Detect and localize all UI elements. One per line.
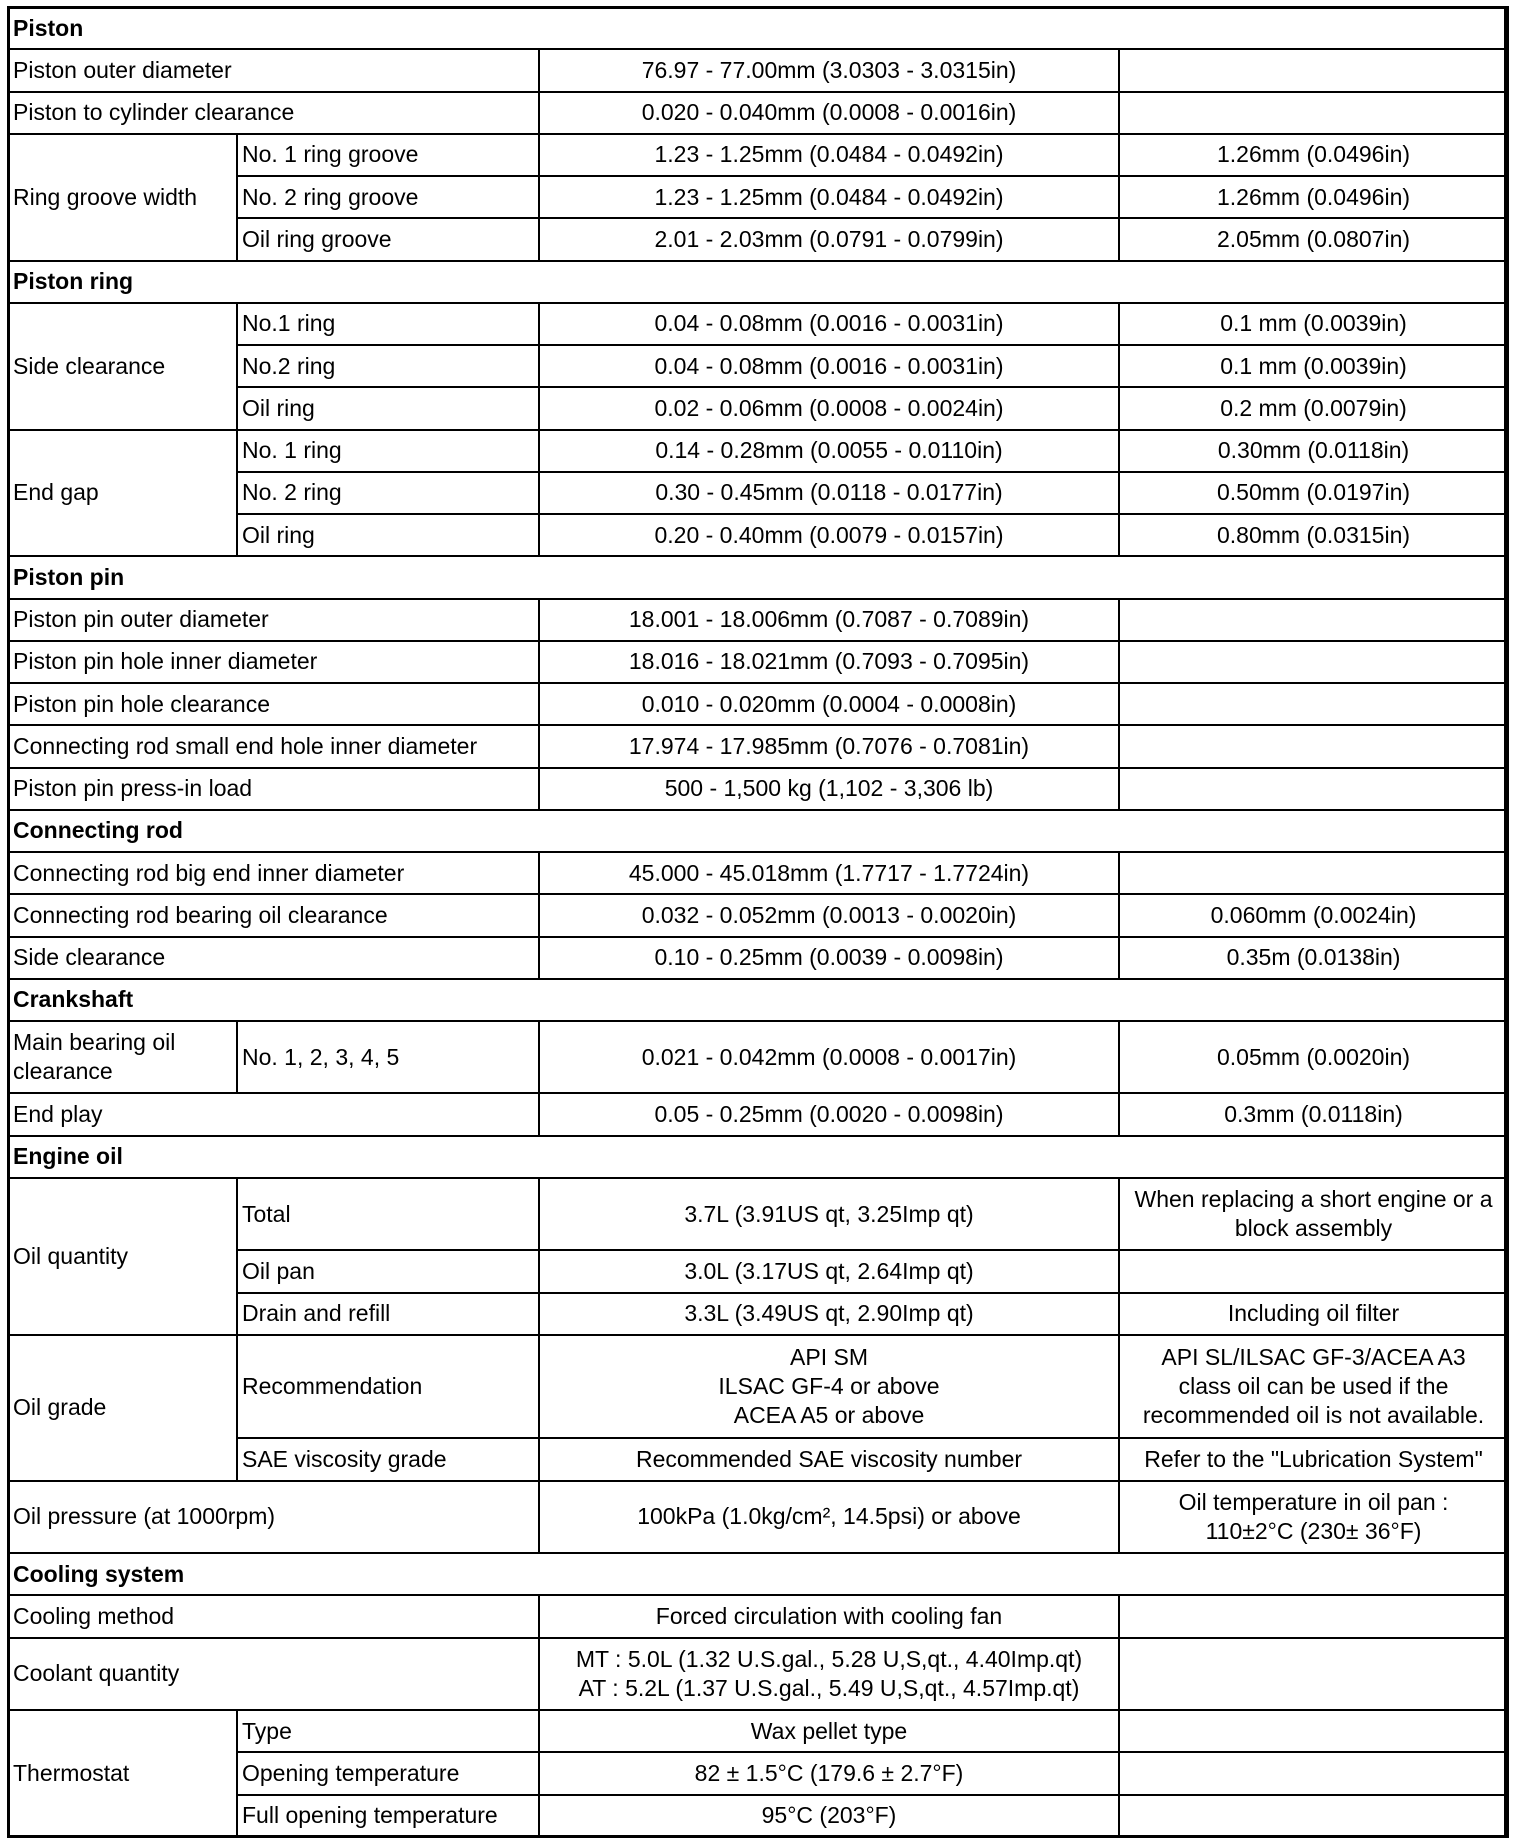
table-row	[8, 49, 1508, 91]
section-title: Piston ring	[8, 261, 1508, 303]
section-header-piston-ring	[8, 261, 1508, 303]
spec-limit	[1119, 1595, 1508, 1637]
table-row	[8, 92, 1508, 134]
table-row	[8, 430, 1508, 472]
spec-limit	[1119, 1335, 1508, 1439]
spec-label: Piston outer diameter	[8, 49, 539, 91]
spec-limit: 1.26mm (0.0496in)	[1119, 176, 1508, 218]
spec-limit: 0.1 mm (0.0039in)	[1119, 345, 1508, 387]
table-row	[8, 1638, 1508, 1710]
spec-limit	[1119, 725, 1508, 767]
spec-sublabel: Total	[237, 1178, 539, 1250]
spec-value: 3.0L (3.17US qt, 2.64Imp qt)	[539, 1250, 1119, 1292]
section-header-crankshaft	[8, 979, 1508, 1021]
spec-limit: 0.2 mm (0.0079in)	[1119, 387, 1508, 429]
spec-sublabel: No. 2 ring	[237, 472, 539, 514]
spec-group-label: Ring groove width	[8, 134, 237, 261]
table-row	[8, 1710, 1508, 1752]
spec-sublabel: Recommendation	[237, 1335, 539, 1439]
spec-value: 95°C (203°F)	[539, 1795, 1119, 1837]
spec-value	[539, 1335, 1119, 1439]
section-header-connecting-rod	[8, 810, 1508, 852]
spec-value: 0.30 - 0.45mm (0.0118 - 0.0177in)	[539, 472, 1119, 514]
spec-limit	[1119, 852, 1508, 894]
spec-value: 0.05 - 0.25mm (0.0020 - 0.0098in)	[539, 1093, 1119, 1135]
spec-value: 76.97 - 77.00mm (3.0303 - 3.0315in)	[539, 49, 1119, 91]
spec-group-label: Oil quantity	[8, 1178, 237, 1335]
table-row	[8, 1595, 1508, 1637]
spec-value: 0.04 - 0.08mm (0.0016 - 0.0031in)	[539, 303, 1119, 345]
spec-limit	[1119, 92, 1508, 134]
spec-limit: 0.1 mm (0.0039in)	[1119, 303, 1508, 345]
spec-limit: 2.05mm (0.0807in)	[1119, 218, 1508, 260]
spec-label: Side clearance	[8, 937, 539, 979]
spec-limit	[1119, 641, 1508, 683]
spec-value: 17.974 - 17.985mm (0.7076 - 0.7081in)	[539, 725, 1119, 767]
table-row	[8, 303, 1508, 345]
table-row	[8, 683, 1508, 725]
section-header-piston	[8, 7, 1508, 49]
spec-value-line: MT : 5.0L (1.32 U.S.gal., 5.28 U,S,qt., 4.40Imp.qt)	[575, 1645, 1083, 1672]
section-header-cooling-system	[8, 1553, 1508, 1595]
spec-sublabel: No. 1 ring	[237, 430, 539, 472]
spec-value: 18.016 - 18.021mm (0.7093 - 0.7095in)	[539, 641, 1119, 683]
spec-value: 82 ± 1.5°C (179.6 ± 2.7°F)	[539, 1752, 1119, 1794]
spec-group-label: Side clearance	[8, 303, 237, 430]
spec-value-line: AT : 5.2L (1.37 U.S.gal., 5.49 U,S,qt., 4.57Imp.qt)	[578, 1674, 1080, 1701]
spec-limit	[1119, 1638, 1508, 1710]
table-row	[8, 1093, 1508, 1135]
spec-value: 0.010 - 0.020mm (0.0004 - 0.0008in)	[539, 683, 1119, 725]
spec-label: Coolant quantity	[8, 1638, 539, 1710]
spec-limit	[1119, 599, 1508, 641]
spec-limit: 0.30mm (0.0118in)	[1119, 430, 1508, 472]
spec-label: Piston pin hole inner diameter	[8, 641, 539, 683]
spec-limit	[1119, 49, 1508, 91]
spec-label: Connecting rod bearing oil clearance	[8, 894, 539, 936]
spec-value: 3.3L (3.49US qt, 2.90Imp qt)	[539, 1293, 1119, 1335]
spec-limit: Refer to the "Lubrication System"	[1119, 1438, 1508, 1480]
spec-value: 100kPa (1.0kg/cm², 14.5psi) or above	[539, 1481, 1119, 1553]
spec-value-line: API SM	[790, 1344, 868, 1371]
table-row	[8, 1335, 1508, 1439]
table-row	[8, 599, 1508, 641]
engine-spec-table	[7, 6, 1509, 1838]
table-row	[8, 1021, 1508, 1093]
spec-sublabel: Type	[237, 1710, 539, 1752]
spec-limit	[1119, 768, 1508, 810]
spec-group-label: Thermostat	[8, 1710, 237, 1837]
spec-limit	[1119, 1250, 1508, 1292]
spec-limit: 0.50mm (0.0197in)	[1119, 472, 1508, 514]
spec-sublabel: SAE viscosity grade	[237, 1438, 539, 1480]
spec-limit-line: Oil temperature in oil pan :	[1178, 1488, 1449, 1515]
spec-value: 0.20 - 0.40mm (0.0079 - 0.0157in)	[539, 514, 1119, 556]
spec-value: 0.020 - 0.040mm (0.0008 - 0.0016in)	[539, 92, 1119, 134]
spec-value: Wax pellet type	[539, 1710, 1119, 1752]
spec-limit: 0.35m (0.0138in)	[1119, 937, 1508, 979]
spec-label: Connecting rod small end hole inner diameter	[8, 725, 539, 767]
spec-label: Piston pin hole clearance	[8, 683, 539, 725]
spec-limit-line: recommended oil is not available.	[1142, 1402, 1485, 1429]
table-row	[8, 725, 1508, 767]
table-row	[8, 894, 1508, 936]
spec-limit: 1.26mm (0.0496in)	[1119, 134, 1508, 176]
spec-sublabel: Opening temperature	[237, 1752, 539, 1794]
spec-limit	[1119, 1710, 1508, 1752]
spec-limit: 0.060mm (0.0024in)	[1119, 894, 1508, 936]
section-header-piston-pin	[8, 556, 1508, 598]
section-title: Piston	[8, 7, 1508, 49]
spec-value: 0.14 - 0.28mm (0.0055 - 0.0110in)	[539, 430, 1119, 472]
spec-label: Cooling method	[8, 1595, 539, 1637]
spec-value-line: ILSAC GF-4 or above	[718, 1373, 940, 1400]
spec-value: 3.7L (3.91US qt, 3.25Imp qt)	[539, 1178, 1119, 1250]
spec-sublabel: Oil ring	[237, 387, 539, 429]
spec-group-label: Oil grade	[8, 1335, 237, 1481]
spec-sublabel: Oil ring	[237, 514, 539, 556]
table-row	[8, 134, 1508, 176]
spec-limit-line: API SL/ILSAC GF-3/ACEA A3	[1161, 1344, 1466, 1371]
spec-value: 0.02 - 0.06mm (0.0008 - 0.0024in)	[539, 387, 1119, 429]
spec-value: 0.10 - 0.25mm (0.0039 - 0.0098in)	[539, 937, 1119, 979]
spec-limit: 0.05mm (0.0020in)	[1119, 1021, 1508, 1093]
section-header-engine-oil	[8, 1136, 1508, 1178]
spec-limit	[1119, 1481, 1508, 1553]
section-title: Piston pin	[8, 556, 1508, 598]
spec-value: 0.032 - 0.052mm (0.0013 - 0.0020in)	[539, 894, 1119, 936]
spec-group-label: Main bearing oil clearance	[8, 1021, 237, 1093]
spec-value: 1.23 - 1.25mm (0.0484 - 0.0492in)	[539, 134, 1119, 176]
spec-label: End play	[8, 1093, 539, 1135]
spec-value: 45.000 - 45.018mm (1.7717 - 1.7724in)	[539, 852, 1119, 894]
spec-value: 2.01 - 2.03mm (0.0791 - 0.0799in)	[539, 218, 1119, 260]
spec-sublabel: No.1 ring	[237, 303, 539, 345]
spec-value-line: ACEA A5 or above	[733, 1402, 925, 1429]
table-row	[8, 641, 1508, 683]
spec-value	[539, 1638, 1119, 1710]
section-title: Connecting rod	[8, 810, 1508, 852]
spec-value: 0.04 - 0.08mm (0.0016 - 0.0031in)	[539, 345, 1119, 387]
table-row	[8, 1178, 1508, 1250]
spec-sublabel: Drain and refill	[237, 1293, 539, 1335]
section-title: Cooling system	[8, 1553, 1508, 1595]
spec-label: Oil pressure (at 1000rpm)	[8, 1481, 539, 1553]
spec-limit	[1119, 1752, 1508, 1794]
spec-limit: 0.3mm (0.0118in)	[1119, 1093, 1508, 1135]
spec-sublabel: Oil pan	[237, 1250, 539, 1292]
table-row	[8, 937, 1508, 979]
spec-limit: 0.80mm (0.0315in)	[1119, 514, 1508, 556]
spec-value: Recommended SAE viscosity number	[539, 1438, 1119, 1480]
spec-limit-line: 110±2°C (230± 36°F)	[1205, 1517, 1422, 1544]
spec-limit: Including oil filter	[1119, 1293, 1508, 1335]
spec-limit	[1119, 1795, 1508, 1837]
spec-sublabel: No.2 ring	[237, 345, 539, 387]
spec-label: Connecting rod big end inner diameter	[8, 852, 539, 894]
spec-limit-line: class oil can be used if the	[1178, 1373, 1449, 1400]
table-row	[8, 852, 1508, 894]
spec-sublabel: No. 1 ring groove	[237, 134, 539, 176]
spec-label: Piston pin press-in load	[8, 768, 539, 810]
table-row	[8, 768, 1508, 810]
table-row	[8, 1481, 1508, 1553]
spec-label: Piston to cylinder clearance	[8, 92, 539, 134]
section-title: Crankshaft	[8, 979, 1508, 1021]
spec-sublabel: Oil ring groove	[237, 218, 539, 260]
spec-sublabel: No. 2 ring groove	[237, 176, 539, 218]
spec-value: 1.23 - 1.25mm (0.0484 - 0.0492in)	[539, 176, 1119, 218]
spec-sublabel: Full opening temperature	[237, 1795, 539, 1837]
spec-value: Forced circulation with cooling fan	[539, 1595, 1119, 1637]
spec-group-label: End gap	[8, 430, 237, 557]
section-title: Engine oil	[8, 1136, 1508, 1178]
spec-limit	[1119, 683, 1508, 725]
spec-value: 18.001 - 18.006mm (0.7087 - 0.7089in)	[539, 599, 1119, 641]
spec-label: Piston pin outer diameter	[8, 599, 539, 641]
spec-value: 0.021 - 0.042mm (0.0008 - 0.0017in)	[539, 1021, 1119, 1093]
spec-value: 500 - 1,500 kg (1,102 - 3,306 lb)	[539, 768, 1119, 810]
spec-limit: When replacing a short engine or a block assembly	[1119, 1178, 1508, 1250]
spec-sublabel: No. 1, 2, 3, 4, 5	[237, 1021, 539, 1093]
